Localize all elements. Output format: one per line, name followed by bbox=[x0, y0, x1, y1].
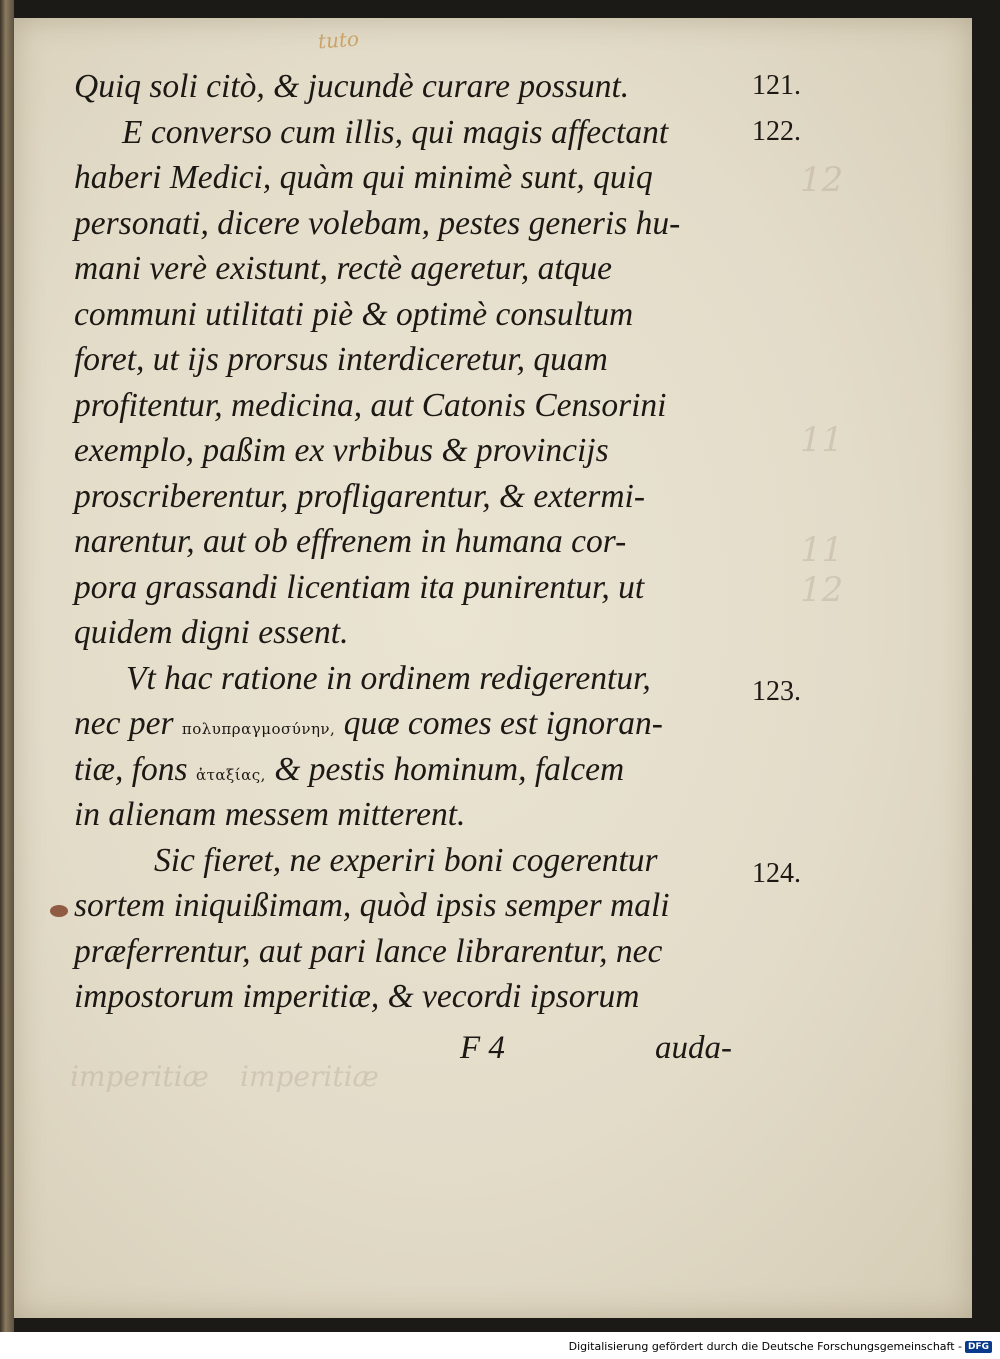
book-spine bbox=[0, 0, 14, 1332]
text-line: proscriberentur, profligarentur, & extermi- bbox=[74, 477, 646, 515]
ink-mark bbox=[50, 905, 68, 917]
margin-number: 124. bbox=[752, 858, 801, 889]
handwritten-note: tuto bbox=[317, 26, 360, 54]
text-line: foret, ut ijs prorsus interdiceretur, quam bbox=[74, 341, 608, 378]
bleed-through-mark: 11 bbox=[800, 530, 844, 570]
bleed-through-mark: imperitiæ bbox=[240, 1060, 379, 1093]
page-text bbox=[74, 64, 730, 1020]
digitization-credit bbox=[569, 1340, 992, 1353]
text-line: pora grassandi licentiam ita punirentur, ut bbox=[74, 568, 645, 606]
text-line: exemplo, paßim ex vrbibus & provincijs bbox=[74, 432, 609, 469]
text-line: præferrentur, aut pari lance librarentur, nec bbox=[74, 932, 663, 970]
text-line: Sic fieret, ne experiri boni cogerentur bbox=[154, 841, 658, 879]
page-footer bbox=[460, 1030, 732, 1067]
margin-number: 121. bbox=[752, 70, 801, 101]
text-line: quidem digni essent. bbox=[74, 614, 349, 651]
text-line: personati, dicere volebam, pestes generis hu- bbox=[74, 204, 681, 242]
signature-mark: F 4 bbox=[460, 1030, 505, 1066]
margin-number: 123. bbox=[752, 676, 801, 707]
bleed-through-mark: 12 bbox=[800, 160, 844, 200]
text-line: nec per πολυπραγμοσύνην, quæ comes est ignoran- bbox=[74, 705, 663, 742]
text-line: haberi Medici, quàm qui minimè sunt, quiq bbox=[74, 159, 653, 196]
text-line: sortem iniquißimam, quòd ipsis semper mali bbox=[74, 887, 670, 924]
greek-word: ἀταξίας, bbox=[195, 765, 266, 784]
bleed-through-mark: 12 bbox=[800, 570, 844, 610]
greek-word: πολυπραγμοσύνην, bbox=[181, 720, 336, 738]
catchword: auda- bbox=[655, 1030, 732, 1066]
text-line: Quiq soli citò, & jucundè curare possunt. bbox=[74, 68, 630, 105]
text-line: tiæ, fons ἀταξίας, & pestis hominum, falcem bbox=[74, 750, 625, 788]
text-line: E converso cum illis, qui magis affectant bbox=[122, 113, 669, 151]
text-line: Vt hac ratione in ordinem redigerentur, bbox=[126, 659, 651, 697]
text-line: narentur, aut ob effrenem in humana cor- bbox=[74, 523, 627, 560]
margin-number: 122. bbox=[752, 116, 801, 147]
bleed-through-mark: 11 bbox=[800, 420, 844, 460]
text-line: impostorum imperitiæ, & vecordi ipsorum bbox=[74, 978, 640, 1015]
text-line: profitentur, medicina, aut Catonis Censorini bbox=[74, 386, 667, 424]
text-line: in alienam messem mitterent. bbox=[74, 796, 466, 833]
bleed-through-mark: imperitiæ bbox=[70, 1060, 209, 1093]
credit-text: Digitalisierung gefördert durch die Deutsche Forschungsgemeinschaft - bbox=[568, 1340, 962, 1353]
text-line: mani verè existunt, rectè ageretur, atque bbox=[74, 250, 613, 287]
dfg-logo-icon: DFG bbox=[965, 1341, 992, 1353]
text-line: communi utilitati piè & optimè consultum bbox=[74, 295, 634, 333]
